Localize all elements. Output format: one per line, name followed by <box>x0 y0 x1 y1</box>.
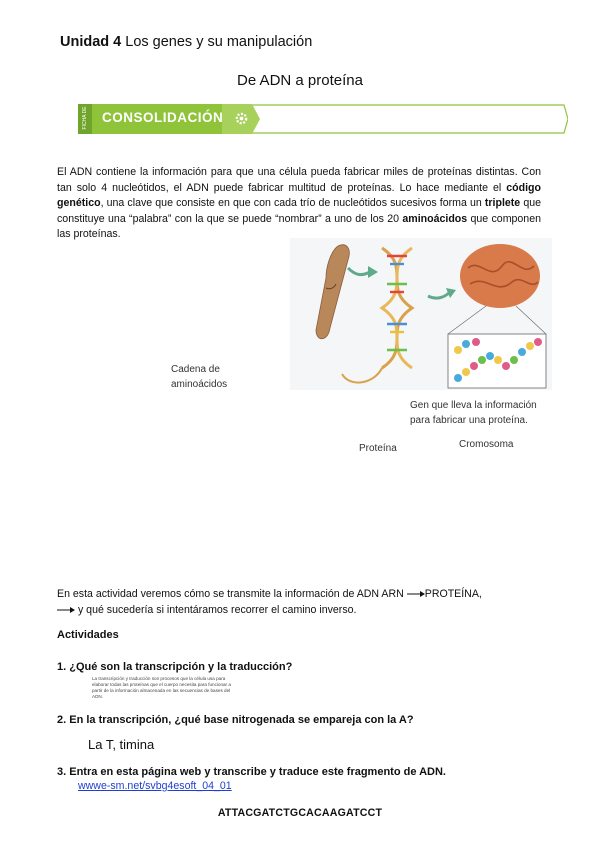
question-1: 1. ¿Qué son la transcripción y la traducción? <box>57 661 293 673</box>
banner-label: CONSOLIDACIÓN <box>102 110 224 125</box>
question-2: 2. En la transcripción, ¿qué base nitrogenada se empareja con la A? <box>57 714 414 726</box>
term-amino-acids: aminoácidos <box>402 212 468 225</box>
label-gene: Gen que lleva la información para fabricar una proteína. <box>410 400 537 426</box>
intro-paragraph <box>57 165 541 243</box>
intro-text-1: El ADN contiene la información para que una célula pueda fabricar miles de proteínas distintas. Con tan solo 4 nucleótidos, el ADN puede fabricar multitud de proteínas. Lo hace mediante el <box>57 166 541 194</box>
label-amino-chain: Cadena de aminoácidos <box>171 364 228 390</box>
web-link[interactable]: wwwe-sm.net/svbg4esoft_04_01 <box>78 780 232 792</box>
intro-text-4: que componen las proteínas. <box>57 212 541 241</box>
activity-intro <box>57 587 547 618</box>
unit-topic: Los genes y su manipulación <box>125 34 313 50</box>
activities-heading: Actividades <box>57 629 119 641</box>
answer-2: La T, timina <box>88 737 155 752</box>
intro-text-3: que constituye una “palabra” con la que se puede “nombrar” a uno de los 20 <box>57 197 542 225</box>
dna-to-protein-illustration <box>290 238 552 390</box>
label-protein: Proteína <box>359 443 397 454</box>
consolidation-banner <box>78 104 568 134</box>
intro-text-2: , una clave que consiste en que con cada trío de nucleótidos sucesivos forma un <box>100 197 485 210</box>
gear-icon <box>234 111 249 131</box>
unit-header <box>60 34 312 50</box>
label-chromosome: Cromosoma <box>459 439 514 450</box>
term-triplet: triplete <box>484 197 521 210</box>
question-3: 3. Entra en esta página web y transcribe y traduce este fragmento de ADN. <box>57 766 446 778</box>
activity-intro-text-3: y qué sucedería si intentáramos recorrer el camino inverso. <box>75 603 357 616</box>
page-title: De ADN a proteína <box>237 72 363 89</box>
arrow-icon <box>407 590 425 598</box>
unit-number: Unidad 4 <box>60 34 122 50</box>
answer-1: La transcripción y traducción son procesos que la célula usa para elaborar todas las proteínas que el cuerpo necesita para funcionar a partir de la información almacenada en las secuencias de bases del ADN. <box>92 676 231 699</box>
term-genetic-code: código genético <box>57 181 541 210</box>
activity-intro-text-1: En esta actividad veremos cómo se transmite la información de ADN ARN <box>57 588 407 600</box>
banner-side-label: FICHA DE <box>82 106 88 130</box>
arrow-icon <box>57 606 75 614</box>
dna-sequence: ATTACGATCTGCACAAGATCCT <box>217 807 383 819</box>
activity-intro-text-2: PROTEÍNA, <box>424 588 482 600</box>
